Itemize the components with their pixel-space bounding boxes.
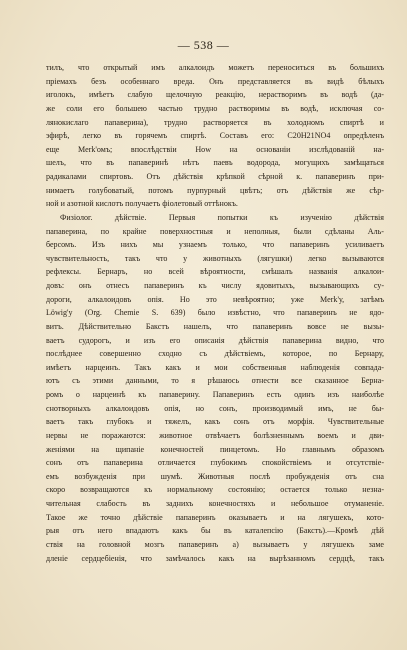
text-line: ствія на головной мозгъ папаверинъ а) вызываетъ у лягушекъ заме xyxy=(46,539,384,549)
text-line: тилъ, что открытый имъ алкалоидъ можетъ переноситься въ большихъ xyxy=(46,63,384,72)
text-line: рыя отъ него впадаютъ какъ бы въ каталепсію (Бакстъ).—Кромѣ дѣй xyxy=(46,526,384,536)
text-line: рефлексы. Бернаръ, но всей вѣроятности, смѣшалъ названія алкалои- xyxy=(46,267,384,277)
text-line: чительная слабость въ заднихъ конечностяхъ и небольшое отуманеніе. xyxy=(46,499,384,508)
text-line: Такое же точно дѣйствіе папаверинъ оказываетъ и на лягушекъ, кото- xyxy=(46,512,384,522)
text-line: дороги, алкалоидовъ опія. Но это невѣроятно; уже Merk'у, затѣмъ xyxy=(46,294,384,304)
text-line: Löwig'y (Org. Chemie S. 639) было извѣстно, что папаверинъ не ядо- xyxy=(46,308,384,318)
text-line: папаверина, по крайне поверхностныя и неполныя, были сдѣланы Аль- xyxy=(46,226,384,236)
text-line: ваетъ такъ глубокъ и тяжелъ, какъ сонъ отъ морфія. Чувствительные xyxy=(46,417,384,427)
text-line: имѣетъ нарцеинъ. Такъ какъ и мои собственныя наблюденія совпада- xyxy=(46,362,384,372)
text-line: эфирѣ, легко въ горячемъ спиртѣ. Составъ его: C20H21NO4 опредѣленъ xyxy=(46,131,384,141)
text-line: ромъ о нарцеинѣ къ папаверину. Папаверинъ есть одинъ изъ наиболѣе xyxy=(46,390,384,399)
text-line: еще Merk'омъ; впослѣдствіи How на основаніи изслѣдованій на- xyxy=(46,144,384,154)
text-line: пріемахъ безъ особеннаго вреда. Онъ представляется въ видѣ бѣлыхъ xyxy=(46,76,384,86)
text-line: скоро возвращаются къ нормальному состоянію; остается только незна- xyxy=(46,485,384,495)
text-line: довъ: онъ отнесъ папаверинъ къ числу ядовитыхъ, вызывающихъ су- xyxy=(46,281,384,290)
text-line: шелъ, что въ папаверинѣ нѣтъ паевъ водорода, могущихъ замѣщаться xyxy=(46,158,384,168)
body-text xyxy=(46,61,384,565)
text-line: витъ. Дѣйствительно Бакстъ нашелъ, что папаверинъ вовсе не вызы- xyxy=(46,321,384,331)
text-line: же соли его большею частью трудно растворимы въ водѣ, исключая со- xyxy=(46,103,384,113)
text-line: ютъ съ этими данными, то я рѣшаюсь отнести все сказанное Берна- xyxy=(46,376,384,386)
text-line: нервы не поражаются: животное отвѣчаетъ болѣзненнымъ воемъ и дви- xyxy=(46,430,384,440)
text-line: ной и азотной кислотъ получаетъ фіолетовый оттѣнокъ. xyxy=(46,199,238,209)
page-number: — 538 — xyxy=(177,38,230,52)
text-line: женіями на щипаніе конечностей пинцетомъ. Но главнымъ образомъ xyxy=(46,444,384,454)
text-line: чувствительность, такъ что у животныхъ (лягушки) легко вызываются xyxy=(46,253,384,263)
text-line: емъ возбужденія при шумѣ. Животныя послѣ пробужденія отъ сна xyxy=(46,471,384,481)
text-line: нимаетъ голубоватый, потомъ пурпурный цвѣтъ; отъ дѣйствія же сѣр- xyxy=(46,185,384,195)
text-line: послѣднее совершенно сходно съ дѣйствіемъ, которое, по Бернару, xyxy=(46,349,384,359)
text-line: иголокъ, имѣетъ слабую щелочную реакцію, нерастворимъ въ водѣ (да- xyxy=(46,90,384,100)
text-line: дленіе сердцебіенія, что замѣчалось какъ на вырѣзанномъ сердцѣ, такъ xyxy=(46,553,384,563)
text-line: радикалами спиртовъ. Отъ дѣйствія крѣпкой сѣрной к. папаверинъ при- xyxy=(46,172,384,181)
text-line: сонъ отъ папаверина отличается глубокимъ спокойствіемъ и отсутствіе- xyxy=(46,458,384,468)
text-line: Физіолог. дѣйствіе. Первыя попытки къ изученію дѣйствія xyxy=(60,212,384,222)
text-line: лянокислаго папаверина), трудно растворяется въ холодномъ спиртѣ и xyxy=(46,117,384,127)
text-line: снотворныхъ алкалоидовъ опія, но сонъ, производимый имъ, не бы- xyxy=(46,403,384,413)
text-line: берсомъ. Изъ нихъ мы узнаемъ только, что папаверинъ усиливаетъ xyxy=(46,240,384,250)
text-line: ваетъ судорогъ, и изъ его описанія дѣйствія папаверина видно, что xyxy=(46,335,384,345)
